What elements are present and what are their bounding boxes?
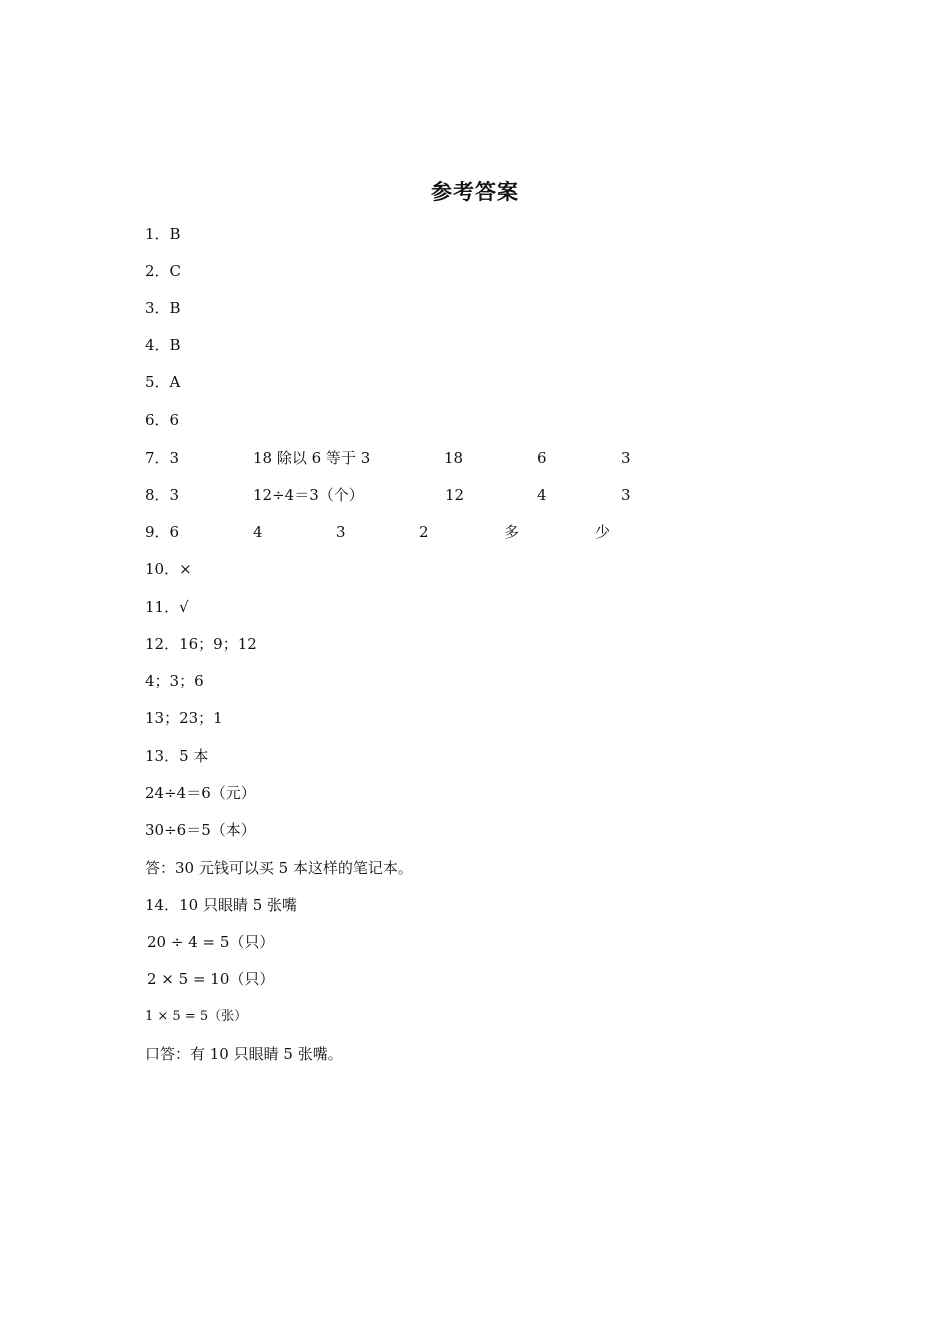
answer-8-cell: 8．3 xyxy=(145,486,180,504)
answer-9-cell: 少 xyxy=(595,523,611,541)
answer-7-cell: 18 除以 6 等于 3 xyxy=(253,449,371,467)
answer-13-line: 答：30 元钱可以买 5 本这样的笔记本。 xyxy=(145,859,413,877)
answer-8-cell: 12 xyxy=(445,486,465,504)
answer-12-line: 4；3；6 xyxy=(145,672,204,690)
answer-14-line: 1 × 5 = 5（张） xyxy=(145,1009,248,1024)
answer-7-cell: 6 xyxy=(537,449,547,467)
answer-11: 11．√ xyxy=(145,598,189,616)
answer-8-cell: 3 xyxy=(621,486,631,504)
answer-8-cell: 12÷4＝3（个） xyxy=(253,486,364,504)
answer-10: 10．× xyxy=(145,560,192,578)
answer-13-line: 24÷4＝6（元） xyxy=(145,784,256,802)
answer-6: 6．6 xyxy=(145,411,180,429)
answer-7-cell: 18 xyxy=(444,449,464,467)
answer-12-line: 12．16；9；12 xyxy=(145,635,257,653)
answer-5: 5．A xyxy=(145,373,181,391)
answer-2: 2．C xyxy=(145,262,182,280)
answer-9-cell: 2 xyxy=(419,523,429,541)
answer-9-cell: 4 xyxy=(253,523,263,541)
answer-14-line: 口答：有 10 只眼睛 5 张嘴。 xyxy=(145,1045,343,1063)
answer-14-line: 2 × 5 = 10（只） xyxy=(147,970,275,988)
answer-9-cell: 9．6 xyxy=(145,523,180,541)
answer-1: 1．B xyxy=(145,225,181,243)
answer-7-cell: 7．3 xyxy=(145,449,180,467)
answer-9-cell: 3 xyxy=(336,523,346,541)
answer-4: 4．B xyxy=(145,336,181,354)
page-title: 参考答案 xyxy=(431,180,519,204)
answer-14-line: 20 ÷ 4 = 5（只） xyxy=(147,933,275,951)
answer-13-line: 13．5 本 xyxy=(145,747,209,765)
answer-12-line: 13；23；1 xyxy=(145,709,223,727)
answer-9-cell: 多 xyxy=(504,523,520,541)
answer-7-cell: 3 xyxy=(621,449,631,467)
answer-8-cell: 4 xyxy=(537,486,547,504)
answer-13-line: 30÷6＝5（本） xyxy=(145,821,256,839)
answer-14-line: 14．10 只眼睛 5 张嘴 xyxy=(145,896,298,914)
answer-3: 3．B xyxy=(145,299,181,317)
